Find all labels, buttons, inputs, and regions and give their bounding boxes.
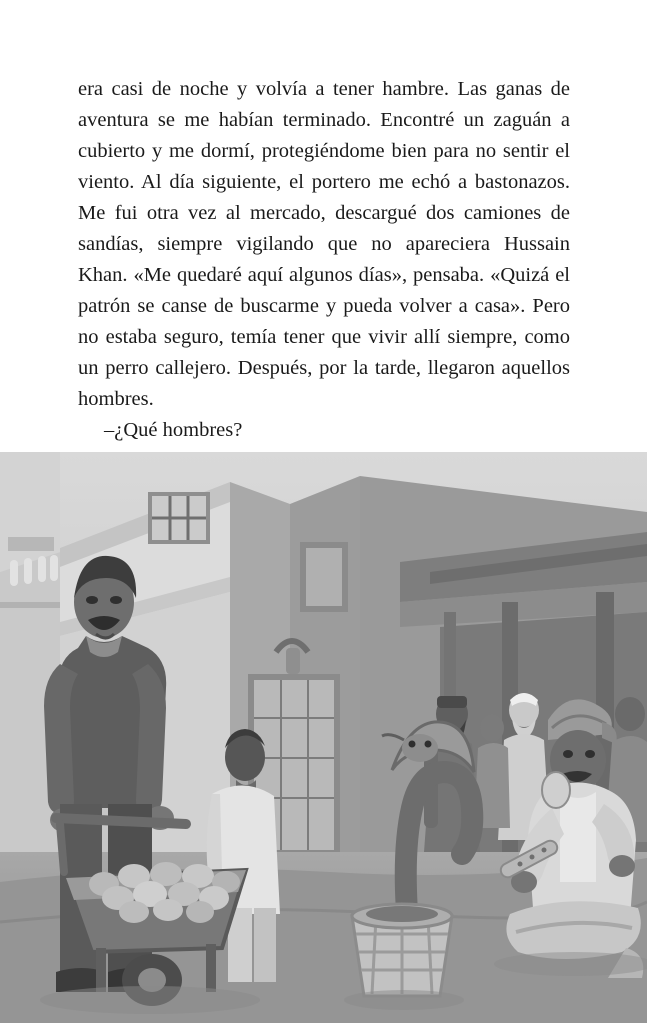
illustration: [0, 452, 647, 1023]
basket: [352, 904, 452, 996]
illustration-artwork: [0, 452, 647, 1023]
body-paragraph: era casi de noche y volvía a tener hambre. Las ganas de aventura se me habían terminado. Encontré un zaguán a cubierto y me dormí, protegiéndome bien para no sentir el viento. Al día siguiente, el portero me echó a bastonazos. Me fui otra vez al mercado, descargué dos camiones de sandías, siempre vigilando que no apareciera Hussain Khan. «Me quedaré aquí algunos días», pensaba. «Quizá el patrón se canse de buscarme y pueda volver a casa». Pero no estaba seguro, temía tener que vivir allí siempre, como un perro callejero. Después, por la tarde, llegaron aquellos hombres.: [78, 78, 570, 410]
dialogue-line: –¿Qué hombres?: [104, 419, 243, 441]
page-text: [78, 74, 570, 446]
window-grid: [148, 492, 210, 544]
